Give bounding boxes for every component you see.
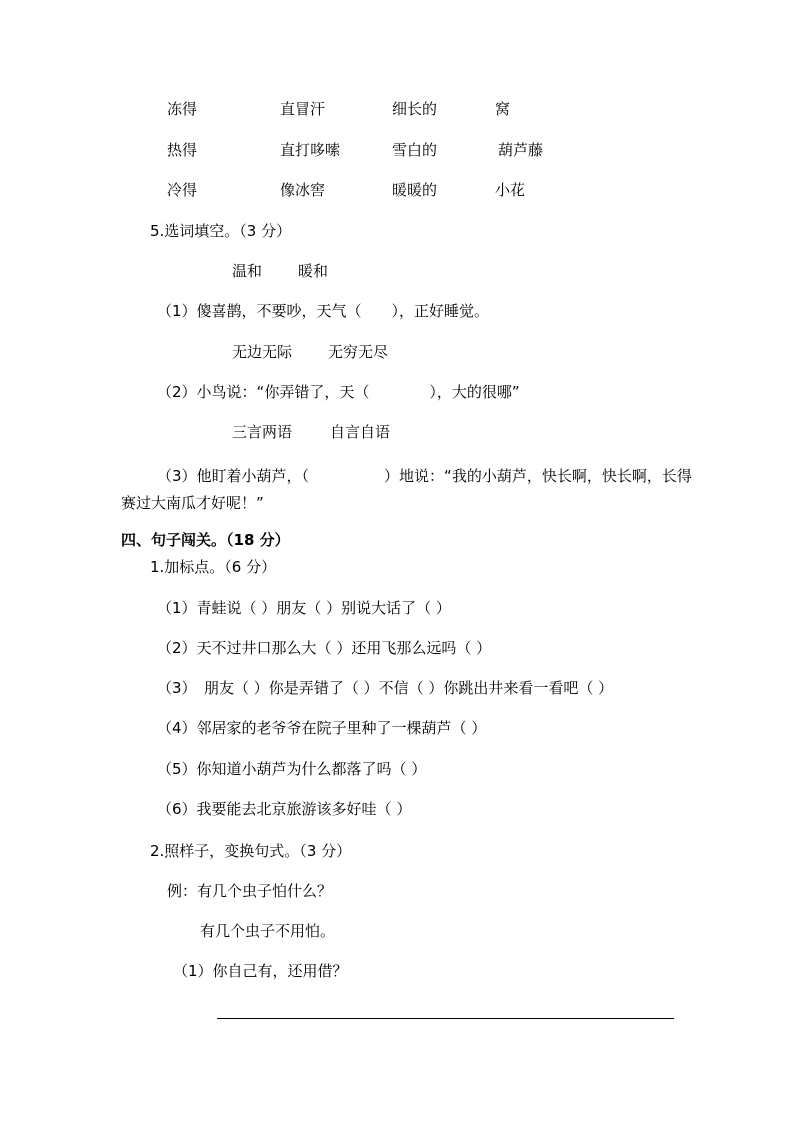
word-option: 无边无际	[232, 343, 293, 361]
punctuation-item: （4）邻居家的老爷爷在院子里种了一棵葫芦（ ）	[157, 719, 487, 737]
word-option: 暖和	[298, 262, 329, 280]
fill-item: （3）他盯着小葫芦，（ ）地说：“我的小葫芦，快长啊，快长啊，长得赛过大南瓜才好呢！”	[121, 467, 692, 512]
match-cell: 冻得	[167, 100, 198, 118]
match-cell: 窝	[495, 100, 511, 118]
punctuation-item: （6）我要能去北京旅游该多好哇（ ）	[157, 800, 412, 818]
question-title: 2.照样子，变换句式。（3 分）	[150, 842, 352, 860]
match-cell: 直打哆嗦	[280, 141, 341, 159]
word-option: 自言自语	[330, 423, 391, 441]
match-cell: 暖暖的	[392, 181, 438, 199]
match-cell: 像冰窖	[280, 181, 326, 199]
word-option: 三言两语	[232, 423, 293, 441]
word-option: 温和	[232, 262, 263, 280]
match-cell: 热得	[167, 141, 198, 159]
match-cell: 雪白的	[392, 141, 438, 159]
example-answer: 有几个虫子不用怕。	[200, 922, 336, 940]
question-title: 1.加标点。（6 分）	[150, 558, 277, 576]
match-cell: 直冒汗	[280, 100, 326, 118]
transform-item: （1）你自己有，还用借？	[173, 962, 348, 980]
punctuation-item: （5）你知道小葫芦为什么都落了吗（ ）	[157, 760, 427, 778]
fill-item: （1）傻喜鹊，不要吵，天气（ ），正好睡觉。	[157, 302, 490, 320]
punctuation-item: （2）天不过井口那么大（ ）还用飞那么远吗（ ）	[157, 639, 492, 657]
fill-item: （2）小鸟说：“你弄错了，天（ ），大的很哪”	[157, 383, 520, 401]
match-cell: 小花	[495, 181, 526, 199]
match-cell: 细长的	[392, 100, 438, 118]
punctuation-item: （3） 朋友（ ）你是弄错了（ ）不信（ ）你跳出井来看一看吧（ ）	[157, 679, 614, 697]
match-cell: 冷得	[167, 181, 198, 199]
answer-line[interactable]	[217, 1018, 674, 1019]
punctuation-item: （1）青蛙说（ ）朋友（ ）别说大话了（ ）	[157, 599, 451, 617]
match-cell: 葫芦藤	[498, 141, 544, 159]
word-option: 无穷无尽	[328, 343, 389, 361]
section-title: 四、句子闯关。（18 分）	[121, 531, 290, 549]
question-title: 5.选词填空。（3 分）	[150, 222, 292, 240]
example-sentence: 例：有几个虫子怕什么？	[167, 882, 333, 900]
